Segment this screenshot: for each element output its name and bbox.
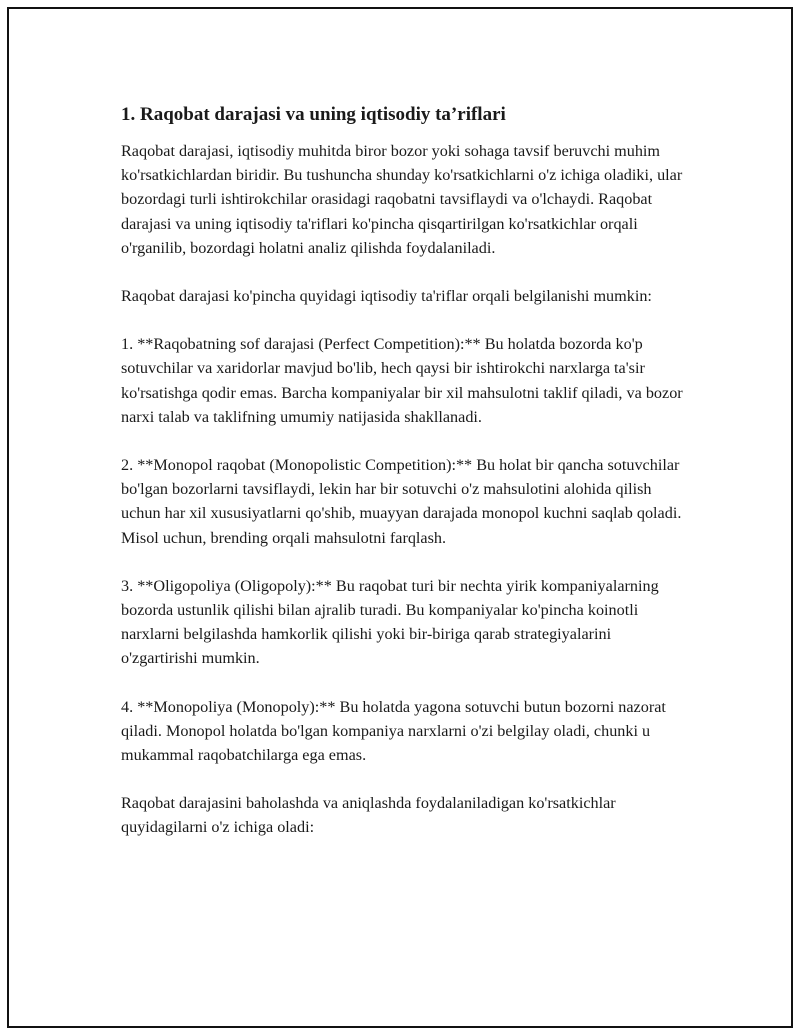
monopoly-paragraph: 4. **Monopoliya (Monopoly):** Bu holatda yagona sotuvchi butun bozorni nazorat qiladi. Monopol holatda bo'lgan kompaniya narxlarni o'zi belgilay oladi, chunki u mukammal raqobatchilarga ega emas. [121, 697, 666, 765]
indicators-lead-paragraph: Raqobat darajasini baholashda va aniqlashda foydalaniladigan ko'rsatkichlar quyidagilarni o'z ichiga oladi: [121, 794, 616, 837]
intro-paragraph: Raqobat darajasi, iqtisodiy muhitda biror bozor yoki sohaga tavsif beruvchi muhim ko'rsatkichlardan biridir. Bu tushuncha shunday ko'rsatkichlarni o'z ichiga oladiki, ular bozordagi turli ishtirokchilar orasidagi raqobatni tavsiflaydi va o'lchaydi. Raqobat darajasi va uning iqtisodiy ta'riflari ko'pincha qisqartirilgan ko'rsatkichlar orqali o'rganilib, bozordagi holatni analiz qilishda foydalaniladi. [121, 142, 683, 257]
document-title: 1. Raqobat darajasi va uning iqtisodiy ta’riflari [121, 104, 506, 125]
page-frame [7, 7, 793, 1028]
perfect-competition-paragraph: 1. **Raqobatning sof darajasi (Perfect Competition):** Bu holatda bozorda ko'p sotuvchilar va xaridorlar mavjud bo'lib, hech qaysi bir ishtirokchi narxlarga ta'sir ko'rsatishga qodir emas. Barcha kompaniyalar bir xil mahsulotni taklif qiladi, va bozor narxi talab va taklifning umumiy natijasida shakllanadi. [121, 335, 683, 426]
monopolistic-competition-paragraph: 2. **Monopol raqobat (Monopolistic Competition):** Bu holat bir qancha sotuvchilar bo'lgan bozorlarni tavsiflaydi, lekin har bir sotuvchi o'z mahsulotini alohida qilish uchun har xil xususiyatlarni qo'shib, muayyan darajada monopol kuchni saqlab qoladi. Misol uchun, brending orqali mahsulotni farqlash. [121, 456, 682, 547]
oligopoly-paragraph: 3. **Oligopoliya (Oligopoly):** Bu raqobat turi bir nechta yirik kompaniyalarning bozorda ustunlik qilishi bilan ajralib turadi. Bu kompaniyalar ko'pincha koinotli narxlarni belgilashda hamkorlik qilishi yoki bir-biriga qarab strategiyalarini o'zgartirishi mumkin. [121, 576, 659, 668]
definitions-lead-paragraph: Raqobat darajasi ko'pincha quyidagi iqtisodiy ta'riflar orqali belgilanishi mumkin: [121, 287, 652, 306]
document-body [121, 101, 691, 864]
